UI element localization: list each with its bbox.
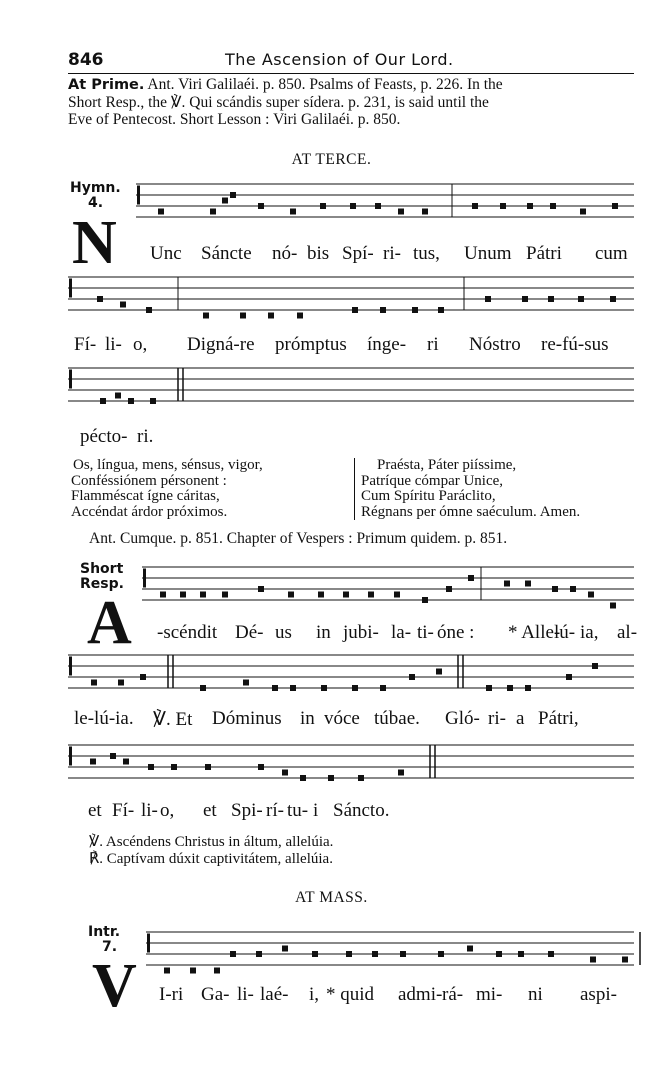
syllable: óne : (437, 622, 475, 643)
neume (504, 581, 510, 587)
syllable: in (316, 622, 331, 643)
verses-left (71, 458, 351, 520)
short-resp-dropcap: A (87, 589, 132, 657)
syllable: pécto- (80, 426, 128, 447)
neume (500, 203, 506, 209)
syllable: rí- (266, 800, 284, 821)
introit-lyrics-line1 (0, 984, 663, 1008)
syllable: et (203, 800, 217, 821)
clef (69, 279, 72, 298)
neume (394, 592, 400, 598)
neume (120, 302, 126, 308)
syllable: jubi- (343, 622, 379, 643)
neume (128, 398, 134, 404)
syllable: lú- (554, 622, 576, 643)
neume (203, 313, 209, 319)
running-title: The Ascension of Our Lord. (225, 50, 454, 69)
syllable: la- (391, 622, 412, 643)
syllable: túbae. (374, 708, 420, 729)
introit-label-2: 7. (102, 939, 118, 955)
neume (171, 764, 177, 770)
syllable: Pátri, (538, 708, 579, 729)
neume (375, 203, 381, 209)
neume (580, 209, 586, 215)
neume (610, 603, 616, 609)
syllable: mi- (476, 984, 503, 1005)
prime-label: At Prime. (68, 77, 145, 93)
syllable: ti- (417, 622, 434, 643)
neume (548, 296, 554, 302)
verse-line: Praésta, Páter piíssime, (377, 457, 517, 473)
neume (300, 775, 306, 781)
neume (467, 946, 473, 952)
neume (525, 685, 531, 691)
neume (290, 685, 296, 691)
neume (210, 209, 216, 215)
syllable: ℣. Et (153, 709, 193, 730)
syllable: Unum (464, 243, 512, 264)
syllable: Digná-re (187, 334, 255, 355)
syllable: ri- (488, 708, 506, 729)
syllable: tus, (413, 243, 440, 264)
neume (180, 592, 186, 598)
neume (343, 592, 349, 598)
short-resp-label (80, 562, 124, 592)
neume (527, 203, 533, 209)
neume (158, 209, 164, 215)
syllable: prómptus (275, 334, 347, 355)
resp-lyrics-line1 (0, 622, 663, 646)
neume (230, 951, 236, 957)
neume (422, 209, 428, 215)
neume (115, 393, 121, 399)
neume (485, 296, 491, 302)
clef (69, 657, 72, 676)
syllable: ri. (137, 426, 154, 447)
neume (346, 951, 352, 957)
neume (290, 209, 296, 215)
syllable: in (300, 708, 315, 729)
neume (97, 296, 103, 302)
response: ℟. Captívam dúxit captivitátem, allelúia. (89, 851, 333, 867)
neume (422, 597, 428, 603)
syllable: -scéndit (157, 622, 218, 643)
syllable: et (88, 800, 102, 821)
neume (550, 203, 556, 209)
hymn-number: 4. (88, 195, 104, 211)
neume (297, 313, 303, 319)
neume (409, 674, 415, 680)
introit-label (88, 925, 120, 955)
neume (100, 398, 106, 404)
syllable: aspi- (580, 984, 617, 1005)
neume (610, 296, 616, 302)
syllable: * quid (326, 984, 375, 1005)
hymn-dropcap: N (72, 209, 117, 277)
neume (258, 203, 264, 209)
neume (160, 592, 166, 598)
syllable: admi- (398, 984, 443, 1005)
neume (372, 951, 378, 957)
verse-line: Flamméscat ígne cáritas, (71, 488, 220, 504)
prime-line3: Eve of Pentecost. Short Lesson : Viri Galilaéi. p. 850. (68, 111, 401, 128)
syllable: Sáncto. (333, 800, 390, 821)
syllable: cum (595, 243, 628, 264)
neume (222, 592, 228, 598)
neume (148, 764, 154, 770)
syllable: Dé- (235, 622, 264, 643)
neume (110, 753, 116, 759)
page-number: 846 (68, 50, 104, 70)
syllable: a (516, 708, 525, 729)
hymn-lyrics-line2 (0, 334, 663, 358)
neume (288, 592, 294, 598)
verse-line: Conféssiónem pérsonent : (71, 472, 227, 489)
neume (320, 203, 326, 209)
neume (318, 592, 324, 598)
syllable: Pátri (526, 243, 562, 264)
syllable: Fí- (112, 800, 135, 821)
syllable: Fí- (74, 334, 97, 355)
syllable: o, (160, 800, 175, 821)
syllable: laé- (260, 984, 289, 1005)
syllable: vóce (324, 708, 360, 729)
verse-line: Os, língua, mens, sénsus, vigor, (73, 457, 263, 473)
neume (150, 398, 156, 404)
neume (578, 296, 584, 302)
syllable: Spi- (231, 800, 263, 821)
syllable: o, (133, 334, 148, 355)
syllable: I-ri (159, 984, 184, 1005)
neume (312, 951, 318, 957)
syllable: re-fú-sus (541, 334, 609, 355)
mass-heading: AT MASS. (295, 889, 368, 906)
neume (243, 680, 249, 686)
neume (486, 685, 492, 691)
neume (200, 592, 206, 598)
neume (566, 674, 572, 680)
neume (272, 685, 278, 691)
neume (570, 586, 576, 592)
verse-divider (354, 458, 355, 520)
syllable: us (275, 622, 292, 643)
antiphon-rubric: Ant. Cumque. p. 851. Chapter of Vespers : Primum quidem. p. 851. (89, 530, 508, 547)
terce-heading: AT TERCE. (291, 151, 372, 168)
syllable: tu- (287, 800, 309, 821)
hymn-lyrics-line1 (0, 243, 663, 267)
syllable: bis (307, 243, 330, 264)
syllable: Ga- (201, 984, 230, 1005)
neume (496, 951, 502, 957)
neume (548, 951, 554, 957)
syllable: i, (309, 984, 320, 1005)
neume (240, 313, 246, 319)
verse-line: Régnans per ómne saéculum. Amen. (361, 503, 581, 520)
neume (368, 592, 374, 598)
introit-dropcap: V (92, 952, 137, 1020)
neume (358, 775, 364, 781)
neume (123, 759, 129, 765)
verses-right (361, 458, 641, 520)
syllable: li- (141, 800, 158, 821)
neume (352, 307, 358, 313)
neume (400, 951, 406, 957)
syllable: ri- (383, 243, 401, 264)
neume (622, 957, 628, 963)
syllable: li- (105, 334, 122, 355)
neume (268, 313, 274, 319)
neume (205, 764, 211, 770)
syllable: Dóminus (212, 708, 282, 729)
neume (350, 203, 356, 209)
syllable: ínge- (367, 334, 407, 355)
neume (282, 946, 288, 952)
neume (140, 674, 146, 680)
neume (118, 680, 124, 686)
neume (214, 968, 220, 974)
syllable: li- (237, 984, 254, 1005)
resp-lyrics-line3 (0, 800, 663, 824)
syllable: Nóstro (469, 334, 521, 355)
neume (412, 307, 418, 313)
neume (612, 203, 618, 209)
neume (90, 759, 96, 765)
neume (525, 581, 531, 587)
neume (230, 192, 236, 198)
neume (588, 592, 594, 598)
resp-lyrics-line2 (0, 708, 663, 732)
neume (190, 968, 196, 974)
neume (256, 951, 262, 957)
syllable: Sáncte (201, 243, 252, 264)
syllable: le-lú-ia. (74, 708, 134, 729)
neume (282, 770, 288, 776)
prime-line1: Ant. Viri Galilaéi. p. 850. Psalms of Feasts, p. 226. In the (144, 76, 503, 93)
short-resp-label-2: Resp. (80, 576, 124, 592)
neume (398, 209, 404, 215)
hymn-label-word: Hymn. (70, 180, 121, 196)
neume (258, 764, 264, 770)
neume (518, 951, 524, 957)
verse-line: Accéndat árdor próximos. (71, 503, 228, 520)
prime-line2: Short Resp., the ℣. Qui scándis super sídera. p. 231, is said until the (68, 94, 489, 111)
neume (398, 770, 404, 776)
neume (164, 968, 170, 974)
neume (321, 685, 327, 691)
syllable: rá- (442, 984, 464, 1005)
syllable: ri (427, 334, 439, 355)
clef (137, 186, 140, 205)
syllable: Unc (150, 243, 182, 264)
neume (436, 669, 442, 675)
short-resp-label-1: Short (80, 561, 124, 577)
neume (200, 685, 206, 691)
neume (472, 203, 478, 209)
introit-label-1: Intr. (88, 924, 121, 940)
syllable: nó- (272, 243, 298, 264)
syllable: ni (528, 984, 543, 1005)
neume (352, 685, 358, 691)
verse-line: Cum Spíritu Paráclito, (361, 488, 496, 504)
neume (552, 586, 558, 592)
neume (258, 586, 264, 592)
verse-line: Patríque cómpar Unice, (361, 472, 504, 489)
syllable: i (313, 800, 319, 821)
syllable: Spí- (342, 243, 374, 264)
neume (590, 957, 596, 963)
clef (143, 569, 146, 588)
syllable: Gló- (445, 708, 480, 729)
neume (91, 680, 97, 686)
syllable: al- (617, 622, 638, 643)
versicle: ℣. Ascéndens Christus in áltum, allelúia. (89, 834, 334, 850)
neume (446, 586, 452, 592)
hymn-lyrics-line3 (0, 426, 663, 450)
neume (380, 307, 386, 313)
syllable: * Alle- (508, 622, 561, 643)
neume (438, 951, 444, 957)
neume (438, 307, 444, 313)
neume (380, 685, 386, 691)
clef (69, 370, 72, 389)
neume (522, 296, 528, 302)
neume (468, 575, 474, 581)
neume (146, 307, 152, 313)
neume (507, 685, 513, 691)
syllable: ia, (580, 622, 599, 643)
clef (69, 747, 72, 766)
neume (222, 198, 228, 204)
neume (592, 663, 598, 669)
neume (328, 775, 334, 781)
clef (147, 934, 150, 953)
